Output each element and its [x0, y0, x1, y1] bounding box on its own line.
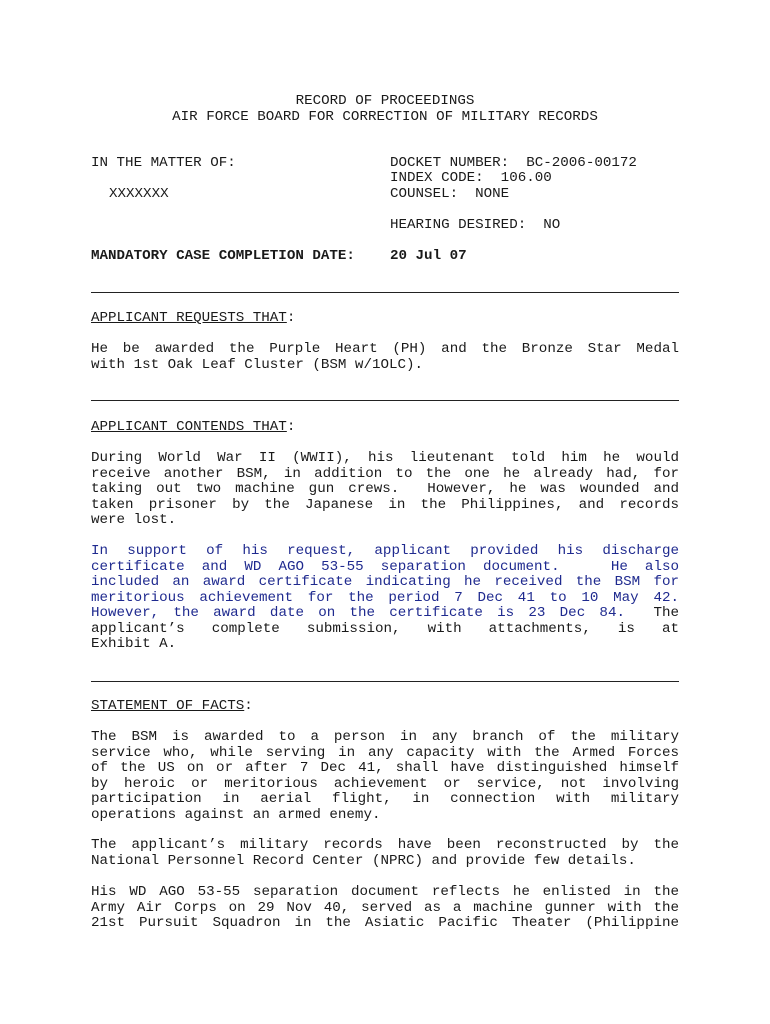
record-title: RECORD OF PROCEEDINGS: [295, 93, 475, 109]
requests-paragraph: He be awarded the Purple Heart (PH) and the Bronze Star Medal with 1st Oak Leaf Cluster (BSM w/1OLC).: [91, 341, 679, 373]
facts-heading: STATEMENT OF FACTS:: [91, 698, 253, 714]
contends-heading: APPLICANT CONTENDS THAT:: [91, 419, 296, 435]
divider: [91, 400, 679, 401]
hearing-desired: HEARING DESIRED: NO: [390, 217, 561, 233]
contends-paragraph-2: In support of his request, applicant provided his discharge certificate and WD AGO 53-55 separation document. He also included an award certificate indicating he received the BSM for meritorious achievement for the period 7 Dec 41 to 10 May 42. However, the award date on the certificate is 23 Dec 84. The applicant’s complete submission, with attachments, is at Exhibit A.: [91, 543, 679, 652]
facts-paragraph-2: The applicant’s military records have been reconstructed by the National Personnel Record Center (NPRC) and provide few details.: [91, 837, 679, 869]
matter-label: IN THE MATTER OF:: [91, 155, 236, 171]
divider: [91, 292, 679, 293]
requests-heading: APPLICANT REQUESTS THAT:: [91, 310, 296, 326]
docket-number: DOCKET NUMBER: BC-2006-00172: [390, 155, 637, 171]
completion-label: MANDATORY CASE COMPLETION DATE:: [91, 248, 355, 264]
facts-paragraph-1: The BSM is awarded to a person in any branch of the military service who, while serving in any capacity with the Armed Forces of the US on or after 7 Dec 41, shall have distinguished himself by heroic or meritorious achievement or service, not involving participation in aerial flight, in connection with military operations against an armed enemy.: [91, 729, 679, 823]
completion-date: 20 Jul 07: [390, 248, 467, 264]
divider: [91, 681, 679, 682]
facts-paragraph-3: His WD AGO 53-55 separation document reflects he enlisted in the Army Air Corps on 29 Nov 40, served as a machine gunner with the 21st Pursuit Squadron in the Asiatic Pacific Theater (Philippine: [91, 884, 679, 931]
counsel: COUNSEL: NONE: [390, 186, 510, 202]
applicant-name: XXXXXXX: [109, 186, 169, 202]
board-title: AIR FORCE BOARD FOR CORRECTION OF MILITARY RECORDS: [172, 109, 598, 125]
contends-paragraph-1: During World War II (WWII), his lieutenant told him he would receive another BSM, in addition to the one he already had, for taking out two machine gun crews. However, he was wounded and taken prisoner by the Japanese in the Philippines, and records were lost.: [91, 450, 679, 528]
index-code: INDEX CODE: 106.00: [390, 170, 552, 186]
